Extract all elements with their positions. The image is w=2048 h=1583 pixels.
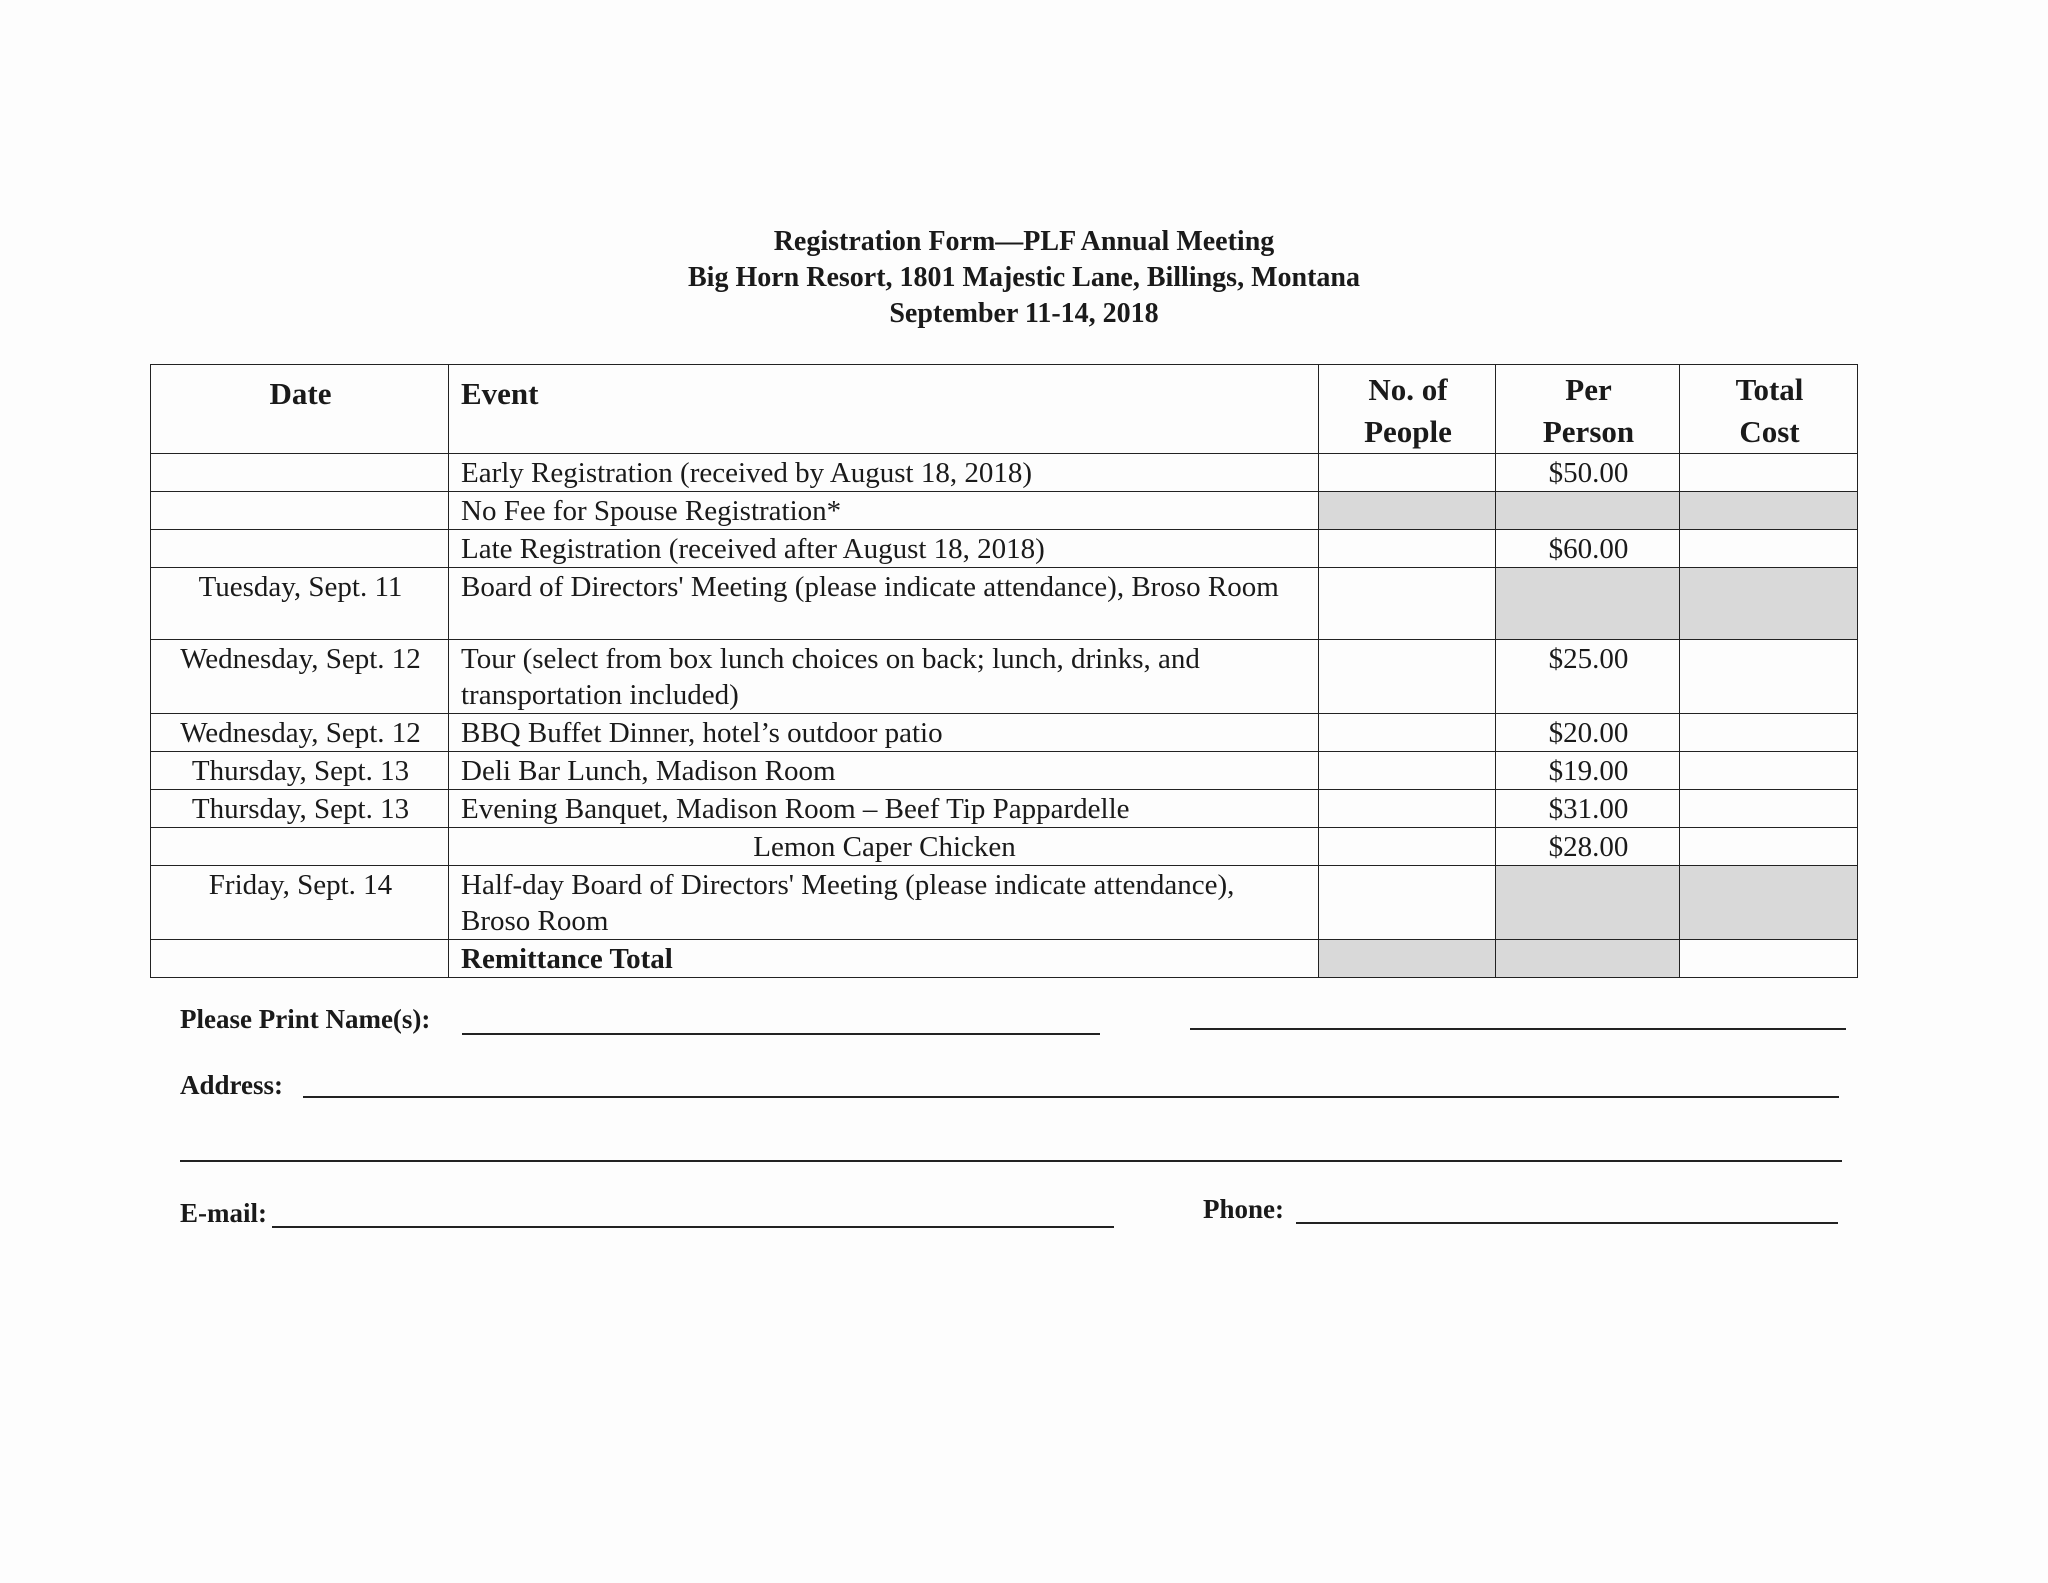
shaded-cell — [1496, 866, 1680, 940]
per-person-cell: $28.00 — [1496, 828, 1680, 866]
event-cell: Tour (select from box lunch choices on back; lunch, drinks, and transportation included) — [449, 640, 1319, 714]
remittance-total-label: Remittance Total — [449, 940, 1319, 978]
name-field-line-2[interactable] — [1190, 1028, 1846, 1030]
per-person-cell: $19.00 — [1496, 752, 1680, 790]
registration-table — [150, 364, 1858, 978]
form-title: Registration Form—PLF Annual Meeting — [773, 226, 1275, 257]
address-label: Address: — [180, 1070, 284, 1100]
form-header — [0, 224, 2048, 332]
phone-label: Phone: — [1203, 1194, 1284, 1224]
shaded-cell — [1319, 492, 1496, 530]
people-input-cell[interactable] — [1319, 530, 1496, 568]
date-cell — [151, 454, 449, 492]
people-input-cell[interactable] — [1319, 640, 1496, 714]
email-field-line[interactable] — [272, 1226, 1114, 1228]
people-input-cell[interactable] — [1319, 714, 1496, 752]
shaded-cell — [1680, 492, 1858, 530]
address-field-line-2[interactable] — [180, 1160, 1842, 1162]
event-cell: Half-day Board of Directors' Meeting (please indicate attendance), Broso Room — [449, 866, 1319, 940]
table-row — [151, 714, 1858, 752]
shaded-cell — [1680, 568, 1858, 640]
event-cell: Lemon Caper Chicken — [449, 828, 1319, 866]
event-cell: No Fee for Spouse Registration* — [449, 492, 1319, 530]
date-cell: Thursday, Sept. 13 — [151, 790, 449, 828]
date-cell — [151, 940, 449, 978]
column-header-number-of-people — [1319, 365, 1496, 454]
column-header-total-line1: Total — [1735, 372, 1804, 407]
venue-address: Big Horn Resort, 1801 Majestic Lane, Billings, Montana — [688, 262, 1360, 293]
table-row — [151, 492, 1858, 530]
total-cost-input-cell[interactable] — [1680, 454, 1858, 492]
date-cell: Wednesday, Sept. 12 — [151, 640, 449, 714]
table-row — [151, 866, 1858, 940]
table-row — [151, 640, 1858, 714]
per-person-cell: $20.00 — [1496, 714, 1680, 752]
per-person-cell: $25.00 — [1496, 640, 1680, 714]
table-header-row — [151, 365, 1858, 454]
event-cell: Late Registration (received after August 18, 2018) — [449, 530, 1319, 568]
column-header-per-person — [1496, 365, 1680, 454]
event-dates: September 11-14, 2018 — [889, 298, 1159, 329]
total-cost-input-cell[interactable] — [1680, 828, 1858, 866]
people-input-cell[interactable] — [1319, 828, 1496, 866]
date-cell: Tuesday, Sept. 11 — [151, 568, 449, 640]
date-cell — [151, 492, 449, 530]
table-row — [151, 752, 1858, 790]
total-cost-input-cell[interactable] — [1680, 790, 1858, 828]
date-cell: Friday, Sept. 14 — [151, 866, 449, 940]
event-cell: Evening Banquet, Madison Room – Beef Tip Pappardelle — [449, 790, 1319, 828]
date-cell: Thursday, Sept. 13 — [151, 752, 449, 790]
table-row — [151, 530, 1858, 568]
people-input-cell[interactable] — [1319, 454, 1496, 492]
shaded-cell — [1496, 492, 1680, 530]
per-person-cell: $50.00 — [1496, 454, 1680, 492]
table-row — [151, 828, 1858, 866]
column-header-total-cost — [1680, 365, 1858, 454]
people-input-cell[interactable] — [1319, 568, 1496, 640]
column-header-per-line1: Per — [1565, 372, 1612, 407]
date-cell: Wednesday, Sept. 12 — [151, 714, 449, 752]
table-row — [151, 568, 1858, 640]
event-cell: Board of Directors' Meeting (please indicate attendance), Broso Room — [449, 568, 1319, 640]
people-input-cell[interactable] — [1319, 790, 1496, 828]
email-label: E-mail: — [180, 1198, 267, 1228]
event-cell: BBQ Buffet Dinner, hotel’s outdoor patio — [449, 714, 1319, 752]
column-header-people-line1: No. of — [1368, 372, 1448, 407]
column-header-total-line2: Cost — [1739, 414, 1800, 449]
phone-field-line[interactable] — [1296, 1222, 1838, 1224]
shaded-cell — [1319, 940, 1496, 978]
name-label: Please Print Name(s): — [180, 1004, 431, 1034]
address-field-line-1[interactable] — [303, 1096, 1839, 1098]
table-row — [151, 454, 1858, 492]
event-cell: Deli Bar Lunch, Madison Room — [449, 752, 1319, 790]
per-person-cell: $60.00 — [1496, 530, 1680, 568]
total-cost-input-cell[interactable] — [1680, 752, 1858, 790]
date-cell — [151, 530, 449, 568]
total-cost-input-cell[interactable] — [1680, 530, 1858, 568]
people-input-cell[interactable] — [1319, 866, 1496, 940]
event-cell: Early Registration (received by August 18, 2018) — [449, 454, 1319, 492]
column-header-event: Event — [449, 365, 1319, 454]
per-person-cell: $31.00 — [1496, 790, 1680, 828]
shaded-cell — [1680, 866, 1858, 940]
shaded-cell — [1496, 940, 1680, 978]
column-header-date: Date — [151, 365, 449, 454]
column-header-per-line2: Person — [1542, 414, 1635, 449]
total-cost-input-cell[interactable] — [1680, 640, 1858, 714]
shaded-cell — [1496, 568, 1680, 640]
total-cost-input-cell[interactable] — [1680, 714, 1858, 752]
name-field-line-1[interactable] — [462, 1033, 1100, 1035]
date-cell — [151, 828, 449, 866]
remittance-total-input-cell[interactable] — [1680, 940, 1858, 978]
column-header-people-line2: People — [1364, 414, 1452, 449]
people-input-cell[interactable] — [1319, 752, 1496, 790]
table-row — [151, 790, 1858, 828]
remittance-total-row — [151, 940, 1858, 978]
